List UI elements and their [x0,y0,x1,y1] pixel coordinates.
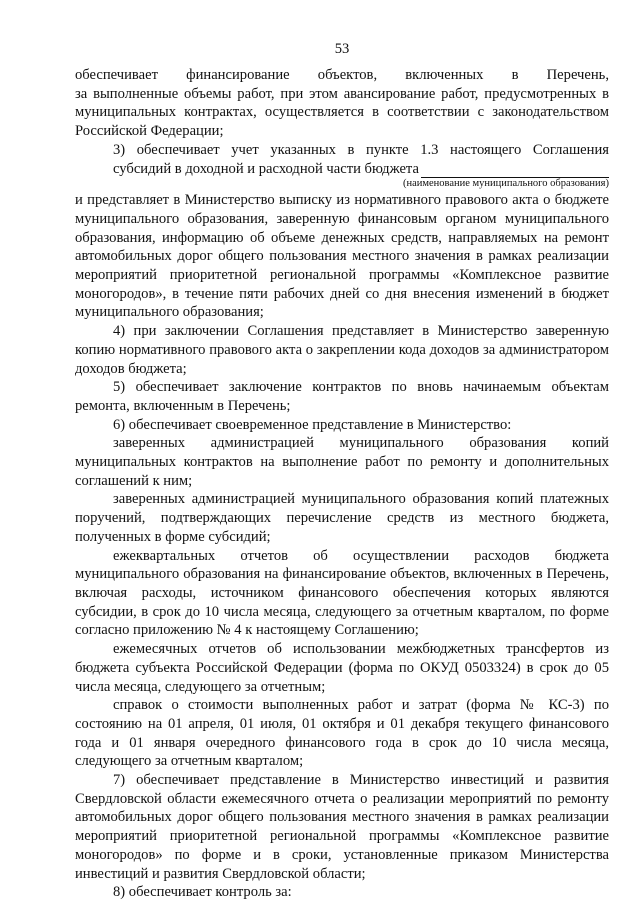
page-number: 53 [334,41,350,57]
item-3-subsidies-line [75,160,609,179]
continuation-first-line: обеспечивает финансирование объектов, включенных в Перечень, [75,67,609,83]
item-6-monthly-reports: ежемесячных отчетов об использовании межбюджетных трансфертов из бюджета субъекта Российской Федерации (форма по ОКУД 0503324) в срок до 05 числа месяца, следующего за отчетным; [75,641,609,695]
item-6: 6) обеспечивает своевременное представление в Министерство: [113,416,512,433]
item-6-quarterly-reports: ежеквартальных отчетов об осуществлении расходов бюджета муниципального образования на финансирование объектов, включенных в Перечень, включая расходы, источником финансового обеспечения которых являются субсидии, в срок до 10 числа месяца, следующего за отчетным кварталом, по форме согласно приложению № 4 к настоящему Соглашению; [75,547,609,639]
item-5: 5) обеспечивает заключение контрактов по вновь начинаемым объектам ремонта, включенным в Перечень; [75,379,609,414]
item-3-subsidies-text: субсидий в доходной и расходной части бюджета [113,160,419,177]
item-3-rest: и представляет в Министерство выписку из нормативного правового акта о бюджете муниципального образования, заверенную финансовым органом муниципального образования, информацию об объеме денежных средств, направляемых на ремонт автомобильных дорог общего пользования местного значения в рамках реализации мероприятий приоритетной региональной программы «Комплексное развитие моногородов», в течение пяти рабочих дней со дня внесения изменений в бюджет муниципального образования; [75,192,609,321]
item-7: 7) обеспечивает представление в Министерство инвестиций и развития Свердловской области ежемесячного отчета о реализации мероприятий по ремонту автомобильных дорог общего пользования местного значения в рамках реализации мероприятий приоритетной региональной программы «Комплексное развитие моногородов» по форме и в сроки, установленные приказом Министерства инвестиций и развития Свердловской области; [75,772,609,882]
item-8: 8) обеспечивает контроль за: [113,884,292,901]
item-4: 4) при заключении Соглашения представляет в Министерство заверенную копию нормативного правового акта о закреплении кода доходов за администратором доходов бюджета; [75,323,609,377]
paragraph-advance-payment: за выполненные объемы работ, при этом авансирование работ, предусмотренных в муниципальных контрактах, осуществляется в соответствии с законодательством Российской Федерации; [75,85,609,140]
item-6-ks3-certificates: справок о стоимости выполненных работ и затрат (форма № КС-3) по состоянию на 01 апреля, 01 июля, 01 октября и 01 декабря текущего финансового года и 01 января очередного финансового года в срок до 10 числа месяца, следующего за отчетным кварталом; [75,697,609,770]
municipality-name-caption: (наименование муниципального образования) [402,178,609,190]
item-6-payment-orders: заверенных администрацией муниципального образования копий платежных поручений, подтверждающих перечисление средств из местного бюджета, полученных в форме субсидий; [75,491,609,545]
item-3-line: 3) обеспечивает учет указанных в пункте 1.3 настоящего Соглашения [113,141,609,158]
item-6-contracts: заверенных администрацией муниципального образования копий муниципальных контрактов на выполнение работ по ремонту и дополнительных соглашений к ним; [75,435,609,489]
municipality-name-blank [421,163,609,178]
